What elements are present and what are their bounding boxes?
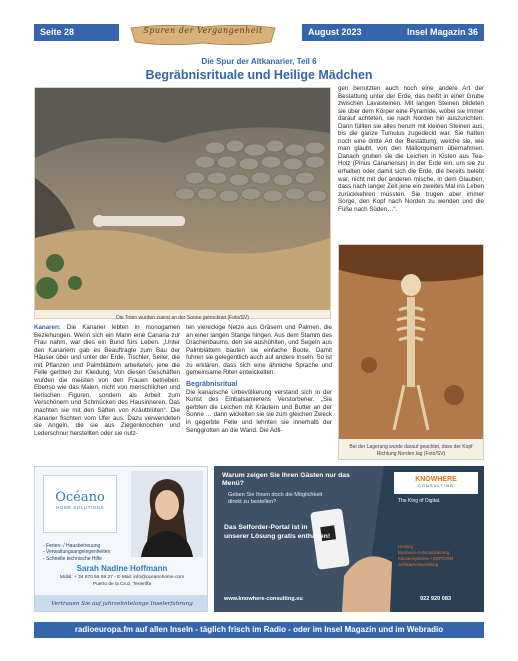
photo-stone-burial-site <box>34 87 331 319</box>
feature-item: Business-Automatisierung <box>398 550 450 555</box>
issue-date: August 2023 <box>308 27 362 37</box>
knowhere-brand-sub: CONSULTING <box>418 483 454 488</box>
article-column-1 <box>34 324 180 437</box>
knowhere-tagline: The King of Digital. <box>398 498 441 504</box>
photo1-caption: Die Toten wurden zuerst an der Sonne getrocknet (Foto/SV) <box>116 315 249 321</box>
article-column-3: gen benutzten auch noch eine andere Art der Bestattung unter der Erde, das heißt in einer Grube zwischen Lavasteinen. Mit langen Steinen bildeten sie über dem Körper eine Pyramide, wobei sie immer darauf achteten, sie nach Norden hin auszurichten. Dann füllten sie alles herum mit kleinen Steinen aus, bis die ganze Tumulus zugedeckt war. Sie hatten noch eine dritte Art der Bestattung, welche sie, wie man glaubt, von den Mallorquinern übernahmen. Danach gruben sie die Leichen in Kisten aus Tea-Holz (Pinus Canariensis) in der Erde ein, um sie zu erhalten oder damit sich die Erde, die bereits belebt war, nicht mit der anderen mische, in dem Glauben, dass nach langer Zeit jene ein zweites Mal ins Leben zurückkehren müssten. Sie trugen aber immer Sorge, den Kopf nach Norden zu wenden und die Füße nach Süden…“. <box>338 85 484 213</box>
photo-image <box>339 245 483 439</box>
column-2-body: ten viereckige Netze aus Gräsern und Palmen, die an einer langen Stange hingen. Aus dem Stamm des Drachenbaums, den sie aushöhlten, und Segeln aus Palmblättern bauten sie einfache Boote. Damit fuhren sie gelegentlich auch auf andere Inseln. So ist zu erklären, dass sich eine ähnliche Sprache und gemeinsame Riten entwickelten. <box>186 324 332 377</box>
column-1-body: Die Kanarier lebten in monogamen Beziehungen. Wenn sich ein Mann eine Canaria zur Frau nahm, war dies ein Bund fürs Leben. „Unter den Kanariern gab es Beauftragte zum Bau der Häuser über und unter der Erde, Tischler, Seiler, die mit Pflanzen und Palmblättern arbeiteten, jene die Felle gerbten zur Kleidung. Von diesen Geschäften wurden die meisten von den Frauen betrieben. Ebenso wie das Malen, nicht von menschlichen und tierischen Figuren, sondern als Arbeit zum Verschönern und Schmücken des Hausinneren. Das machten sie mit den Säften von Kräutblüten“. Die Kanarier fischten vom Ufer aus. Dazu verwendeten sie Angeln, die sie aus Ziegenknochen und Lederschnur herstellten oder sie nutz- <box>34 324 180 437</box>
contact-location: Puerto de la Cruz, Teneriffa <box>92 582 152 587</box>
footer-radio-banner[interactable]: radioeuropa.fm auf allen Inseln - täglich frisch im Radio - oder im Insel Magazin und im Webradio <box>34 622 484 638</box>
service-item: - Ferien- / Hausbetreuung <box>43 543 101 549</box>
oceano-slogan: Vertrauen Sie auf jahrzehntelange Inselerfahrung <box>35 595 208 612</box>
column-2-body-2: Die kanarische Urbevölkerung verstand sich in der Kunst des Einbalsamierens Verstorbener. „Sie gerbten die Leichen mit Kräutern und Butter an der Sonne … dann wickelten sie sie zum gleichen Zweck in gegerbte Felle und lehnten sie innerhalb der Senggrotten an die Wand. Die Adli- <box>186 388 332 434</box>
feature-item: Kassensysteme • ERP/CRM <box>398 556 454 561</box>
knowhere-url[interactable]: www.knowhere-consulting.eu <box>224 596 303 602</box>
contact-info[interactable]: Mobil: + 34 670 56 59 27 - E-Mail: info@oceanohome.com <box>59 575 185 580</box>
subheading: Begräbnisritual <box>186 380 238 388</box>
oceano-brand: Océano <box>55 490 105 505</box>
photo2-caption: Bei der Lagerung wurde darauf geachtet, dass der Kopf Richtung Norden lag (Foto/SV) <box>349 444 473 457</box>
article-title: Begräbnisrituale und Heilige Mädchen <box>145 68 373 82</box>
article-column-2 <box>186 324 332 434</box>
page-number: Seite 28 <box>34 24 119 41</box>
oceano-services <box>43 543 110 562</box>
photo-image <box>35 88 330 310</box>
header-right <box>302 24 484 41</box>
feature-item: Hosting <box>398 544 413 549</box>
ad-question-2: Geben Sie Ihnen doch die Möglichkeit direkt zu bestellen? <box>228 492 323 505</box>
dateline: Kanaren: <box>34 324 61 331</box>
oceano-brand-sub: HOME SOLUTIONS <box>56 505 104 510</box>
photo-skeleton-remains <box>338 244 484 460</box>
knowhere-brand: KNOWHERE <box>415 476 457 483</box>
ad-headline: Das Selforder-Portal ist in unserer Lösung gratis enthalten! <box>224 524 331 540</box>
magazine-issue: Insel Magazin 36 <box>406 27 478 37</box>
contact-name: Sarah Nadine Hoffmann <box>76 564 168 573</box>
service-item: - Verwaltungsangelegenheiten <box>43 549 111 556</box>
ad-knowhere[interactable] <box>214 466 484 612</box>
oceano-logo <box>43 475 117 533</box>
feature-item: Softwareentwicklung <box>398 562 439 567</box>
knowhere-logo <box>394 472 478 494</box>
section-banner-text: Spuren der Vergangenheit <box>143 26 263 35</box>
service-item: - Schnelle technische Hilfe <box>43 555 102 562</box>
knowhere-features <box>398 544 453 568</box>
portrait-photo <box>131 471 203 557</box>
article-kicker: Die Spur der Altkanarier, Teil 6 <box>201 57 317 66</box>
ad-question-1: Warum zeigen Sie Ihren Gästen nur das Menü? <box>222 472 350 487</box>
knowhere-phone[interactable]: 922 920 083 <box>420 596 452 602</box>
ad-oceano[interactable] <box>34 466 208 612</box>
